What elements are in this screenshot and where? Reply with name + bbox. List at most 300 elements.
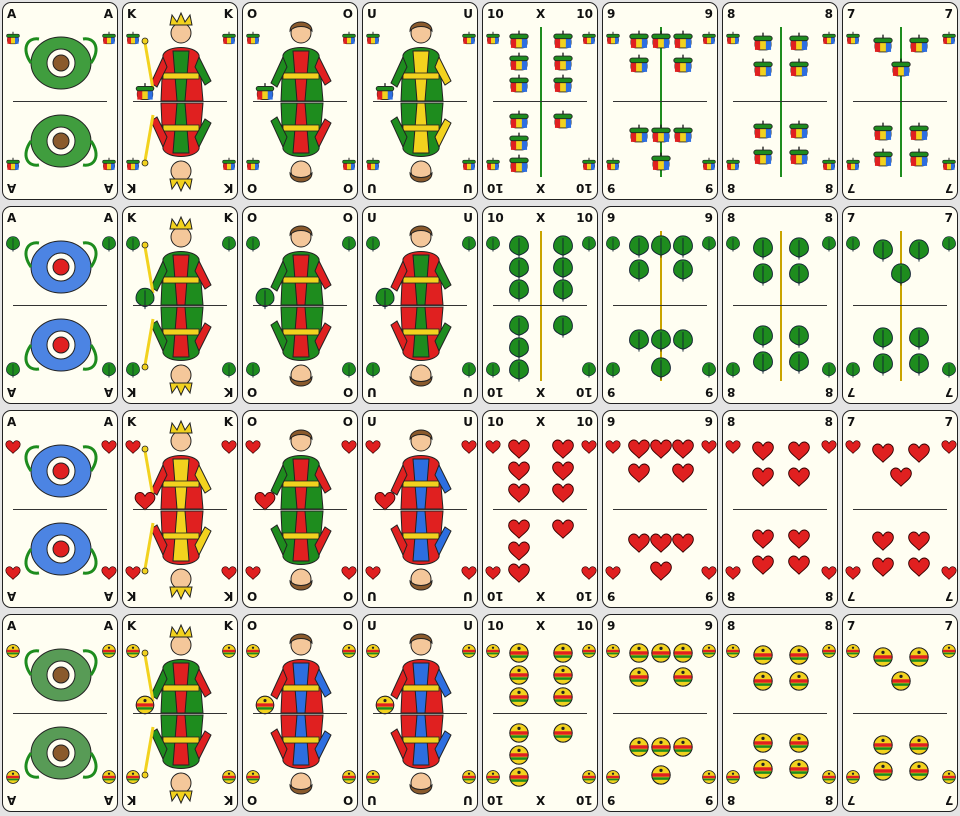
bell-icon [790,760,808,778]
card-index-x: X [536,181,546,195]
card-index: A [103,793,113,807]
heart-icon [222,567,236,580]
court-figure [271,634,331,794]
leaf-icon [246,237,259,252]
heart-icon [909,444,930,462]
acorn-icon [7,158,20,170]
card-index: O [342,7,353,21]
card-bells-10[interactable] [482,614,598,812]
leaf-icon [790,352,809,374]
heart-icon [891,468,912,486]
card-index: U [463,619,473,633]
leaf-icon [652,236,671,258]
leaf-icon [674,260,693,282]
card-index: 7 [944,619,953,633]
acorn-icon [790,59,808,76]
leaf-icon [892,264,911,286]
card-bells-8[interactable] [722,614,838,812]
card-index: A [7,211,17,225]
court-figure [142,217,211,395]
bell-icon [463,771,476,784]
card-index: O [247,415,258,429]
card-index: A [7,793,17,807]
leaf-icon [754,326,773,348]
card-hearts-7[interactable] [842,410,958,608]
heart-icon [673,440,694,458]
acorn-icon [487,32,500,44]
heart-icon [255,492,275,509]
leaf-icon [342,237,355,252]
court-figure [271,226,331,386]
card-divider [733,509,827,510]
leaf-icon [822,363,835,378]
heart-icon [873,444,894,462]
card-bells-k[interactable] [122,614,238,812]
card-index: A [103,589,113,603]
heart-icon [246,567,260,580]
leaf-icon [702,363,715,378]
bell-icon [823,771,836,784]
heart-icon [789,442,810,460]
leaf-icon [652,330,671,352]
acorn-icon [874,149,892,166]
heart-icon [606,441,620,454]
bell-icon [674,668,692,686]
card-index: 8 [727,211,736,225]
acorn-icon [343,32,356,44]
bell-icon [892,672,910,690]
card-index: 8 [727,385,736,399]
acorn-icon [630,55,648,72]
card-divider [853,305,947,306]
bell-icon [754,646,772,664]
bell-icon [583,771,596,784]
card-index: 9 [607,589,616,603]
card-divider [613,101,707,102]
bell-icon [754,672,772,690]
card-divider [613,713,707,714]
card-index: A [103,619,113,633]
acorn-icon [510,31,528,48]
heart-icon [846,567,860,580]
card-index: A [7,619,17,633]
acorn-icon [823,158,836,170]
acorn-icon [510,155,528,172]
heart-icon [702,441,716,454]
bell-icon [754,760,772,778]
heart-icon [846,441,860,454]
card-index: O [342,589,353,603]
card-index-x: X [536,589,546,603]
heart-icon [726,441,740,454]
card-index-x: X [536,619,546,633]
bell-icon [487,771,500,784]
card-index: 9 [607,415,616,429]
heart-icon [509,440,530,458]
bell-icon [343,645,356,658]
bell-icon [247,645,260,658]
card-index: K [127,7,137,21]
card-leaves-a[interactable] [2,206,118,404]
leaf-icon [630,330,649,352]
card-divider [853,101,947,102]
card-index: 9 [704,415,713,429]
leaf-icon [126,363,139,378]
acorn-icon [376,83,394,100]
card-index: O [342,415,353,429]
card-index: 8 [727,415,736,429]
card-index: U [463,211,473,225]
acorn-icon [847,32,860,44]
leaf-icon [6,237,19,252]
leaf-icon [510,316,529,338]
card-index: 7 [847,415,856,429]
card-hearts-9[interactable] [602,410,718,608]
heart-icon [342,567,356,580]
card-bells-a[interactable] [2,614,118,812]
acorn-icon [790,121,808,138]
card-leaves-o[interactable] [242,206,358,404]
acorn-icon [7,32,20,44]
card-bells-u[interactable] [362,614,478,812]
card-index: A [103,385,113,399]
card-index: U [463,589,473,603]
bell-icon [554,724,572,742]
court-figure [142,625,211,803]
leaf-icon [510,280,529,302]
card-hearts-10[interactable] [482,410,598,608]
card-index: 9 [704,7,713,21]
card-index: A [103,415,113,429]
card-index: A [103,181,113,195]
leaf-icon [486,363,499,378]
court-figure [391,634,451,794]
acorn-icon [674,125,692,142]
card-acorns-7[interactable] [842,2,958,200]
heart-icon [753,556,774,574]
acorn-icon [754,59,772,76]
acorn-icon [847,158,860,170]
court-figure [391,430,451,590]
bell-icon [376,696,394,714]
acorn-icon [703,158,716,170]
acorn-icon [247,32,260,44]
card-divider [373,101,467,102]
card-index: A [7,7,17,21]
heart-icon [651,534,672,552]
card-index: 10 [487,619,504,633]
acorn-icon [343,158,356,170]
court-figure [26,37,96,167]
acorn-icon [727,32,740,44]
acorn-icon [790,33,808,50]
heart-icon [342,441,356,454]
card-leaves-8[interactable] [722,206,838,404]
card-index: A [103,7,113,21]
leaf-icon [366,237,379,252]
acorn-icon [583,158,596,170]
card-acorns-k[interactable] [122,2,238,200]
card-index-x: X [536,7,546,21]
card-index: 7 [944,793,953,807]
card-divider [853,509,947,510]
card-divider [613,509,707,510]
leaf-icon [942,363,955,378]
heart-icon [753,442,774,460]
bell-icon [703,771,716,784]
card-leaves-u[interactable] [362,206,478,404]
card-index: K [127,415,137,429]
card-index: O [247,211,258,225]
court-figure [142,13,211,191]
bell-icon [554,644,572,662]
acorn-icon [823,32,836,44]
card-index: 10 [576,589,593,603]
card-divider [733,101,827,102]
leaf-icon [822,237,835,252]
bell-icon [910,736,928,754]
bell-icon [847,771,860,784]
heart-icon [726,567,740,580]
card-index: K [223,7,233,21]
acorn-icon [223,158,236,170]
card-index-x: X [536,793,546,807]
card-index: U [367,385,377,399]
bell-icon [823,645,836,658]
card-acorns-o[interactable] [242,2,358,200]
heart-icon [582,441,596,454]
bell-icon [367,771,380,784]
card-divider [733,305,827,306]
card-bells-7[interactable] [842,614,958,812]
leaf-icon [222,237,235,252]
heart-icon [375,492,395,509]
card-index: O [342,385,353,399]
card-index: 8 [824,211,833,225]
acorn-icon [510,133,528,150]
court-figure [26,445,96,575]
acorn-icon [607,32,620,44]
heart-icon [102,441,116,454]
card-bells-9[interactable] [602,614,718,812]
heart-icon [509,564,530,582]
acorn-icon [652,31,670,48]
card-index: O [342,793,353,807]
card-hearts-a[interactable] [2,410,118,608]
leaf-icon [126,237,139,252]
bell-icon [943,645,956,658]
card-index: O [247,619,258,633]
card-index: 10 [487,415,504,429]
acorn-icon [367,158,380,170]
leaf-icon [846,237,859,252]
bell-icon [652,738,670,756]
card-index: 9 [704,619,713,633]
card-index: U [367,589,377,603]
card-leaves-9[interactable] [602,206,718,404]
bell-icon [652,644,670,662]
card-index-x: X [536,211,546,225]
card-index: 8 [824,619,833,633]
card-index: 10 [576,7,593,21]
heart-icon [629,534,650,552]
leaf-icon [6,363,19,378]
acorn-icon [127,32,140,44]
bell-icon [790,672,808,690]
leaf-icon [342,363,355,378]
heart-icon [822,567,836,580]
card-acorns-a[interactable] [2,2,118,200]
card-index: U [463,181,473,195]
bell-icon [874,736,892,754]
leaf-icon [606,363,619,378]
acorn-icon [652,125,670,142]
leaf-icon [754,352,773,374]
bell-icon [607,771,620,784]
heart-icon [789,468,810,486]
bell-icon [223,645,236,658]
acorn-icon [630,125,648,142]
heart-icon [102,567,116,580]
acorn-icon [910,35,928,52]
leaf-icon [942,237,955,252]
card-index: K [127,181,137,195]
court-figure [271,430,331,590]
leaf-icon [554,236,573,258]
card-acorns-9[interactable] [602,2,718,200]
card-index: K [223,181,233,195]
acorn-icon [554,53,572,70]
acorn-icon [727,158,740,170]
leaf-icon [674,236,693,258]
card-index: K [127,589,137,603]
card-divider [493,509,587,510]
heart-icon [629,440,650,458]
leaf-icon [790,326,809,348]
bell-icon [510,746,528,764]
card-index: U [463,7,473,21]
card-divider [253,509,347,510]
card-bells-o[interactable] [242,614,358,812]
acorn-icon [510,75,528,92]
leaf-icon [790,264,809,286]
card-index: 7 [944,589,953,603]
acorn-icon [892,59,910,76]
acorn-icon [487,158,500,170]
card-index: 10 [576,385,593,399]
card-index: K [223,385,233,399]
heart-icon [509,484,530,502]
card-index: 8 [824,415,833,429]
card-index: 10 [487,793,504,807]
acorn-icon [510,53,528,70]
acorn-icon [583,32,596,44]
leaf-icon [554,280,573,302]
card-leaves-10[interactable] [482,206,598,404]
card-acorns-u[interactable] [362,2,478,200]
card-acorns-10[interactable] [482,2,598,200]
acorn-icon [674,31,692,48]
card-hearts-8[interactable] [722,410,838,608]
card-index: K [223,619,233,633]
card-index: K [223,793,233,807]
card-leaves-7[interactable] [842,206,958,404]
bell-icon [343,771,356,784]
acorn-icon [463,32,476,44]
bell-icon [510,688,528,706]
card-index: 9 [607,793,616,807]
heart-icon [753,530,774,548]
leaf-icon [366,363,379,378]
card-divider [493,305,587,306]
leaf-icon [910,240,929,262]
card-index: A [7,589,17,603]
bell-icon [510,644,528,662]
bell-icon [247,771,260,784]
card-acorns-8[interactable] [722,2,838,200]
card-index: 10 [487,211,504,225]
bell-icon [874,648,892,666]
card-hearts-u[interactable] [362,410,478,608]
bell-icon [943,771,956,784]
bell-icon [910,762,928,780]
heart-icon [553,520,574,538]
leaf-icon [790,238,809,260]
card-index: 8 [727,7,736,21]
acorn-icon [910,149,928,166]
card-hearts-k[interactable] [122,410,238,608]
heart-icon [909,532,930,550]
bell-icon [630,668,648,686]
card-index: 9 [607,619,616,633]
card-divider [13,101,107,102]
card-index: 7 [847,793,856,807]
card-index: 10 [487,385,504,399]
heart-icon [486,441,500,454]
card-hearts-o[interactable] [242,410,358,608]
heart-icon [873,532,894,550]
leaf-icon [652,358,671,380]
leaf-icon [554,258,573,280]
card-leaves-k[interactable] [122,206,238,404]
card-index: 9 [704,181,713,195]
leaf-icon [754,238,773,260]
acorn-icon [103,32,116,44]
leaf-icon [874,240,893,262]
card-index: 7 [847,181,856,195]
leaf-icon [846,363,859,378]
card-divider [733,713,827,714]
acorn-icon [367,32,380,44]
acorn-icon [754,121,772,138]
bell-icon [910,648,928,666]
card-index: K [127,385,137,399]
card-index: 7 [944,211,953,225]
heart-icon [366,567,380,580]
bell-icon [103,645,116,658]
card-index: K [127,619,137,633]
leaf-icon [726,237,739,252]
bell-icon [607,645,620,658]
court-figure [391,226,451,386]
acorn-icon [652,153,670,170]
card-divider [133,101,227,102]
bell-icon [7,771,20,784]
court-figure [26,649,96,779]
card-index: 9 [607,211,616,225]
card-divider [253,101,347,102]
card-index: 8 [727,589,736,603]
